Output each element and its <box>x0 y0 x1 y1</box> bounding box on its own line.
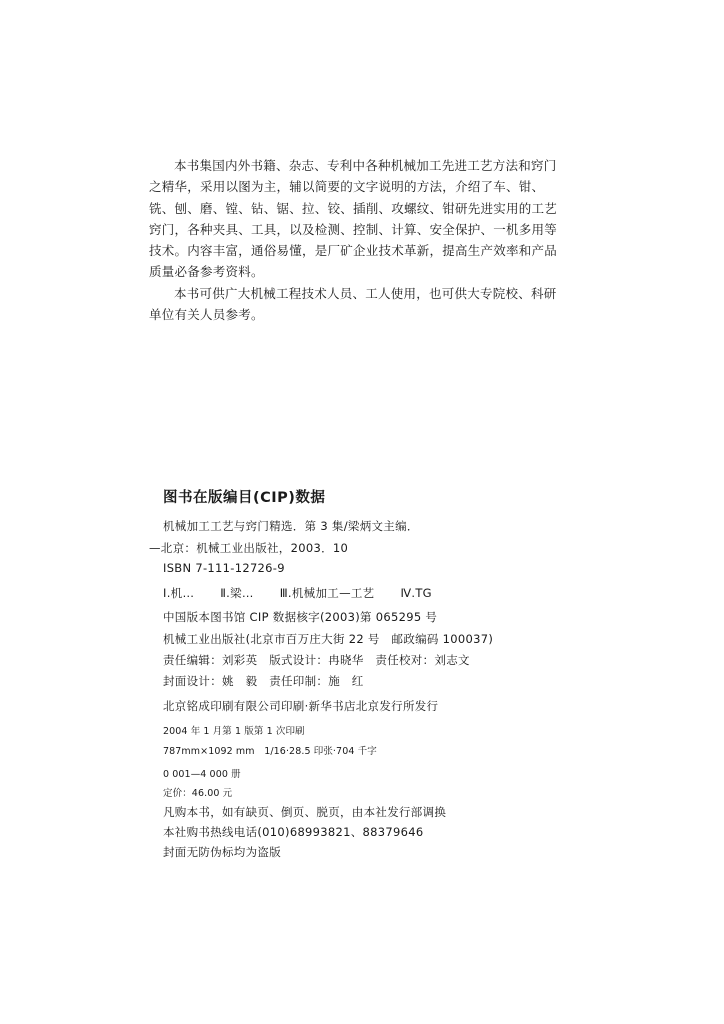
text-line: 之精华，采用以图为主，辅以简要的文字说明的方法，介绍了车、钳、 <box>149 179 545 195</box>
printer-line: 北京铭成印刷有限公司印刷·新华书店北京发行所发行 <box>163 699 439 713</box>
description-paragraph-1 <box>149 155 569 283</box>
cip-heading: 图书在版编目(CIP)数据 <box>163 490 326 506</box>
text-line: 单位有关人员参考。 <box>149 307 264 323</box>
anti-counterfeit-notice: 封面无防伪标均为盗版 <box>163 845 281 859</box>
classification-item: Ⅳ.TG <box>400 586 432 600</box>
design-line: 封面设计：姚 毅 责任印制：施 红 <box>163 674 364 688</box>
text-line: 质量必备参考资料。 <box>149 264 264 280</box>
format-line: 787mm×1092 mm 1/16·28.5 印张·704 千字 <box>163 746 377 757</box>
hotline: 本社购书热线电话(010)68993821、88379646 <box>163 825 424 839</box>
text-line: 技术。内容丰富，通俗易懂，是厂矿企业技术革新，提高生产效率和产品 <box>149 243 558 259</box>
publisher-address: 机械工业出版社(北京市百万庄大街 22 号 邮政编码 100037) <box>163 632 494 646</box>
description-paragraph-2 <box>149 283 569 326</box>
classification-line <box>163 585 432 601</box>
edition-line: 2004 年 1 月第 1 版第 1 次印刷 <box>163 726 305 737</box>
text-line: 本书集国内外书籍、杂志、专利中各种机械加工先进工艺方法和窍门 <box>174 158 557 173</box>
text-line: 本书可供广大机械工程技术人员、工人使用，也可供大专院校、科研 <box>174 285 557 301</box>
cip-publisher-line: —北京：机械工业出版社，2003．10 <box>149 541 349 555</box>
cip-number: 中国版本图书馆 CIP 数据核字(2003)第 065295 号 <box>163 610 438 624</box>
classification-item: Ⅱ.梁… <box>220 586 254 600</box>
text-line: 铣、刨、磨、镗、钻、锯、拉、铰、插削、攻螺纹、钳研先进实用的工艺 <box>149 200 558 216</box>
cip-title-line: 机械加工工艺与窍门精选．第 3 集/梁炳文主编． <box>163 519 419 533</box>
book-description <box>149 155 569 325</box>
editors-line: 责任编辑：刘彩英 版式设计：冉晓华 责任校对：刘志文 <box>163 653 470 667</box>
print-run: 0 001—4 000 册 <box>163 769 241 780</box>
text-line: 窍门，各种夹具、工具，以及检测、控制、计算、安全保护、一机多用等 <box>149 221 558 237</box>
classification-item: Ⅰ.机… <box>163 586 195 600</box>
classification-item: Ⅲ.机械加工—工艺 <box>279 586 375 600</box>
price: 定价：46.00 元 <box>163 788 233 799</box>
isbn: ISBN 7-111-12726-9 <box>163 561 285 575</box>
return-notice: 凡购本书，如有缺页、倒页、脱页，由本社发行部调换 <box>163 805 447 819</box>
